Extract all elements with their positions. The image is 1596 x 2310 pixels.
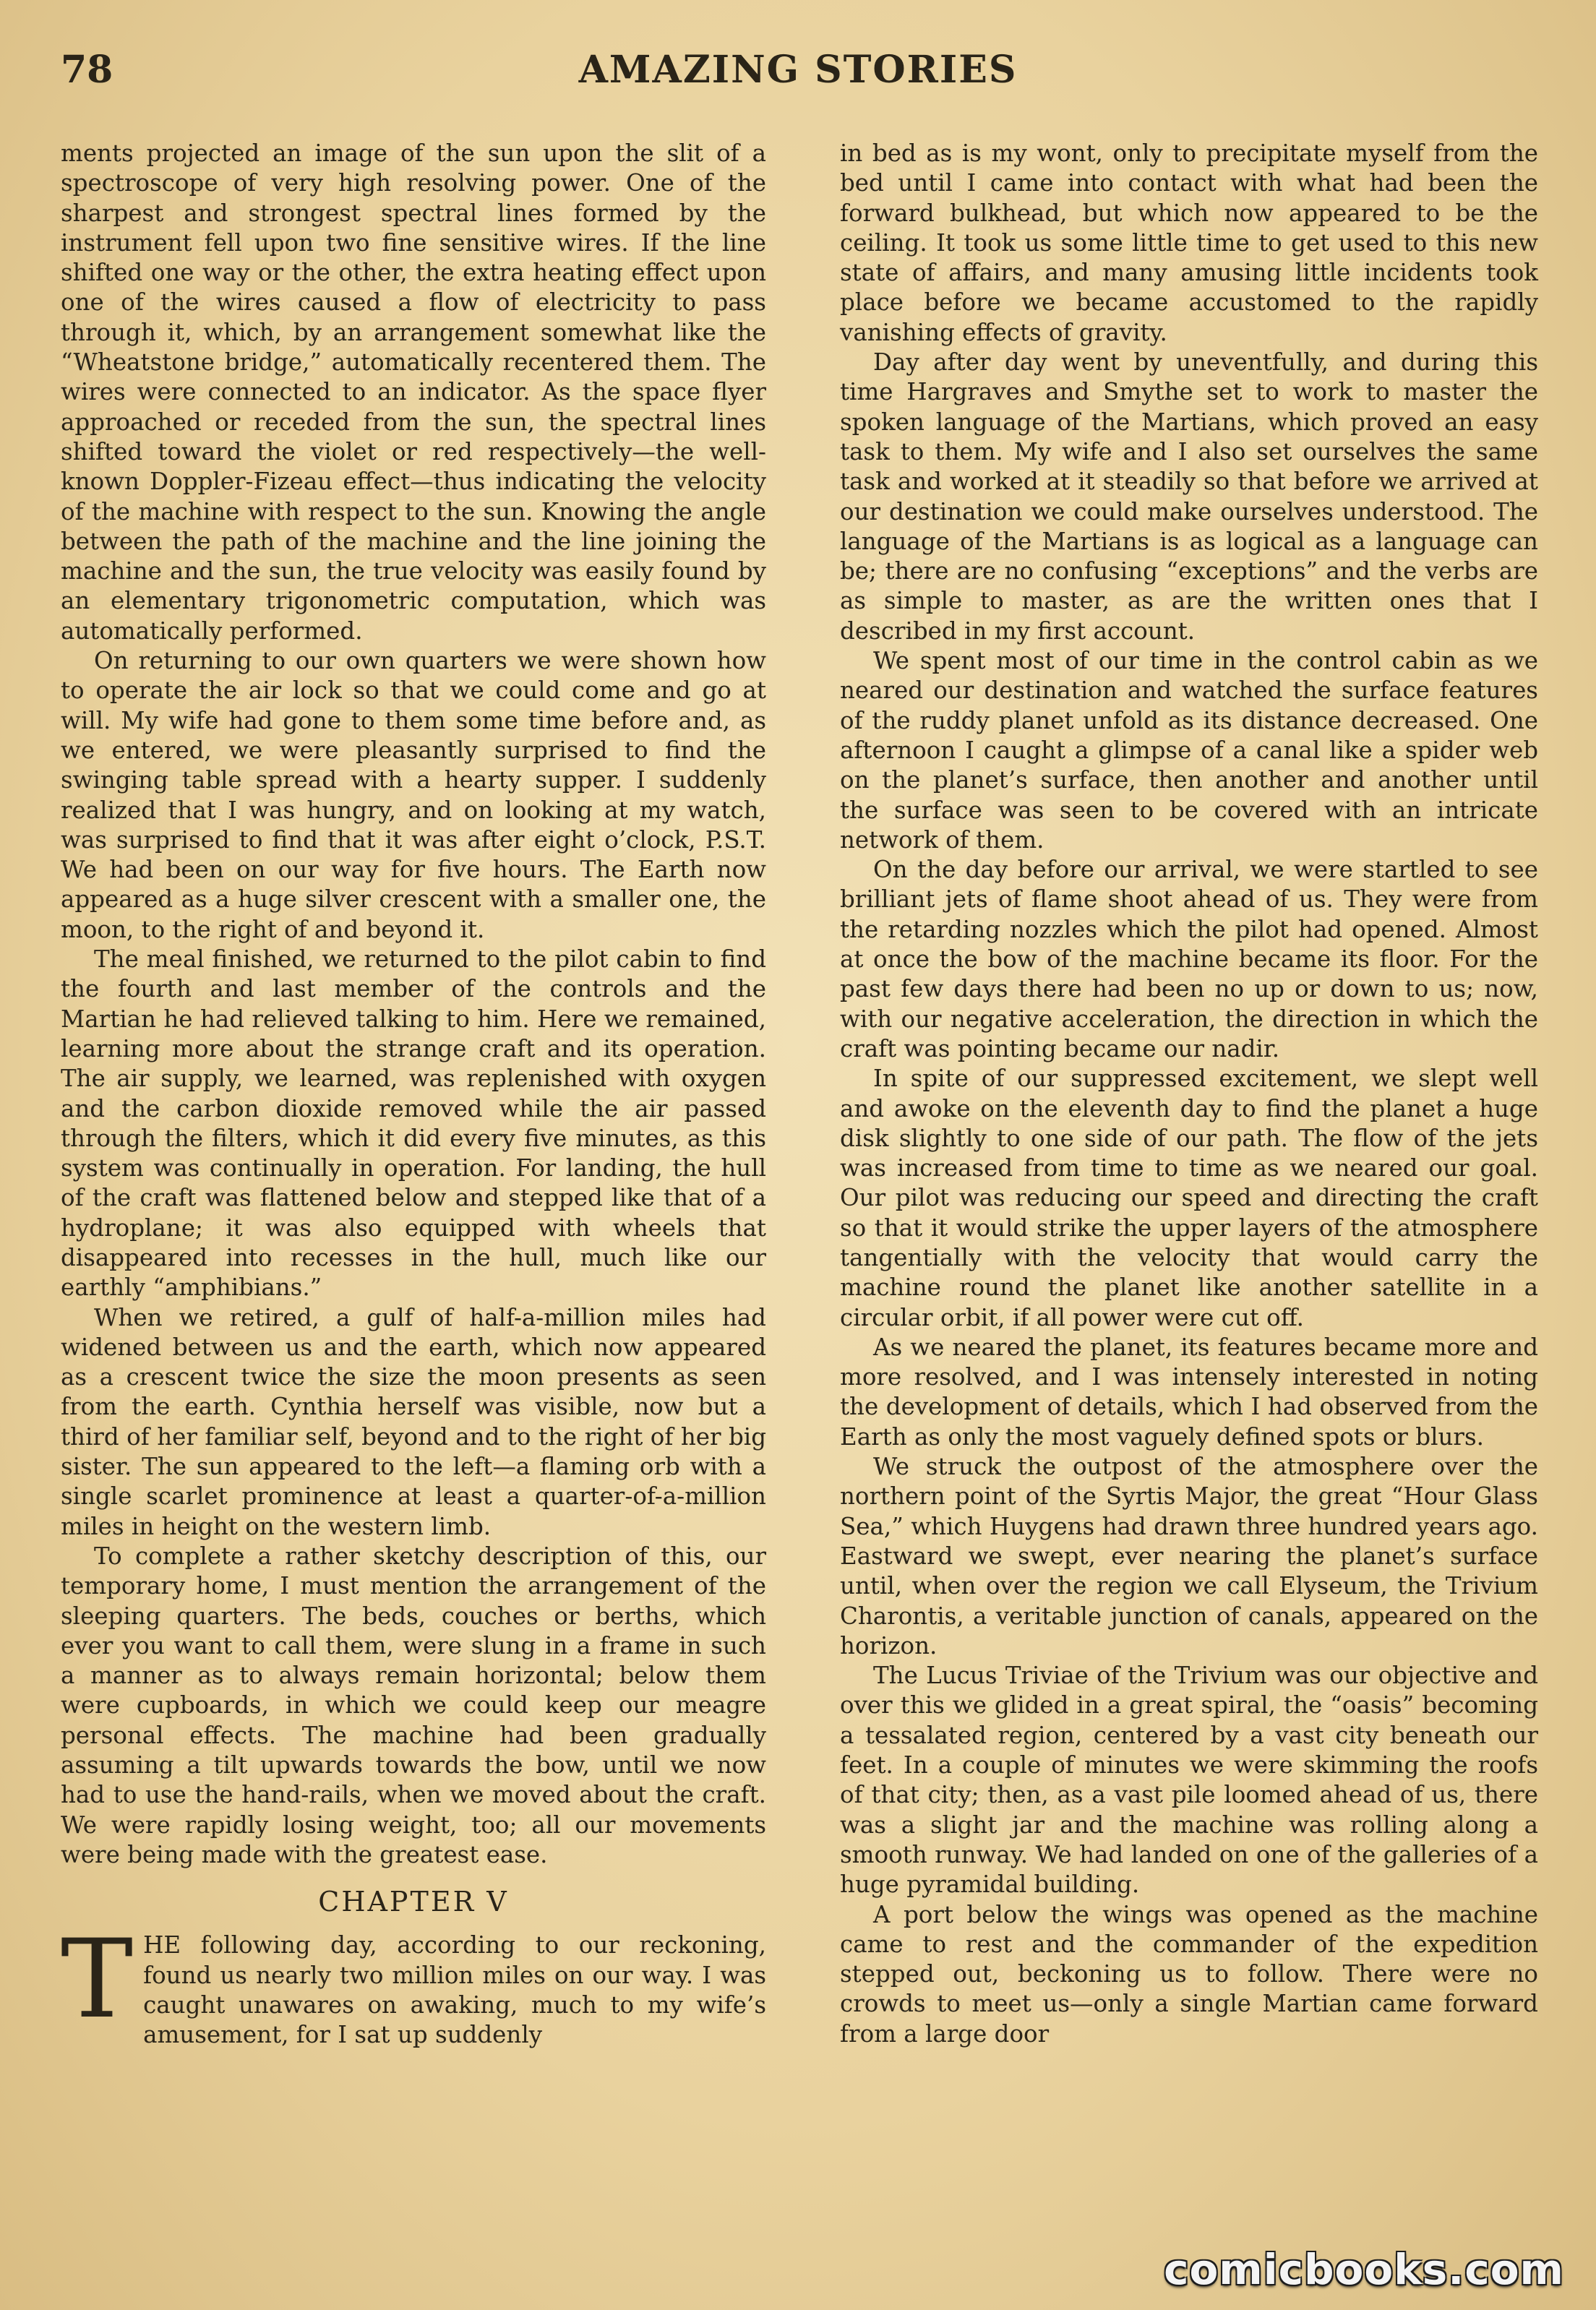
paragraph: As we neared the planet, its features became more and more resolved, and I was intensely interested in noting the development of details, which I had observed from the Earth as only the most vaguely defined spots or blurs.	[840, 1333, 1538, 1451]
paragraph: In spite of our suppressed excitement, we slept well and awoke on the eleventh day to find the planet a huge disk slightly to one side of our path. The flow of the jets was increased from time to time as we neared our goal. Our pilot was reducing our speed and directing the craft so that it would strike the upper layers of the atmosphere tangentially with the velocity that would carry the machine round the planet like another satellite in a circular orbit, if all power were cut off.	[840, 1065, 1538, 1331]
paragraph: ments projected an image of the sun upon the slit of a spectroscope of very high resolving power. One of the sharpest and strongest spectral lines formed by the instrument fell upon two fine sensitive wires. If the line shifted one way or the other, the extra heating effect upon one of the wires caused a flow of electricity to pass through it, which, by an arrangement somewhat like the “Wheatstone bridge,” automatically recentered them. The wires were connected to an indicator. As the space flyer approached or receded from the sun, the spectral lines shifted toward the violet or red respectively—the well-known Doppler-Fizeau effect—thus indicating the velocity of the machine with respect to the sun. Knowing the angle between the path of the machine and the line joining the machine and the sun, the true velocity was easily found by an elementary trigonometric computation, which was automatically performed.	[61, 139, 766, 645]
page-number: 78	[61, 48, 113, 92]
left-column	[61, 139, 766, 2050]
paragraph: When we retired, a gulf of half-a-million miles had widened between us and the earth, which now appeared as a crescent twice the size the moon presents as seen from the earth. Cynthia herself was visible, now but a third of her familiar self, beyond and to the right of her big sister. The sun appeared to the left—a flaming orb with a single scarlet prominence at least a quarter-of-a-million miles in height on the western limb.	[61, 1303, 766, 1540]
right-column	[840, 139, 1538, 2049]
paragraph: in bed as is my wont, only to precipitate myself from the bed until I came into contact with what had been the forward bulkhead, but which now appeared to be the ceiling. It took us some little time to get used to this new state of affairs, and many amusing little incidents took place before we became accustomed to the rapidly vanishing effects of gravity.	[840, 139, 1538, 346]
paragraph: The Lucus Triviae of the Trivium was our objective and over this we glided in a great spiral, the “oasis” becoming a tessalated region, centered by a vast city beneath our feet. In a couple of minutes we were skimming the roofs of that city; then, as a vast pile loomed ahead of us, there was a slight jar and the machine was rolling along a smooth runway. We had landed on one of the galleries of a huge pyramidal building.	[840, 1662, 1538, 1899]
paragraph: The meal finished, we returned to the pilot cabin to find the fourth and last member of the controls and the Martian he had relieved talking to him. Here we remained, learning more about the strange craft and its operation. The air supply, we learned, was replenished with oxygen and the carbon dioxide removed while the air passed through the filters, which it did every five minutes, as this system was continually in operation. For landing, the hull of the craft was flattened below and stepped like that of a hydroplane; it was also equipped with wheels that disappeared into recesses in the hull, much like our earthly “amphibians.”	[61, 945, 766, 1302]
paragraph: To complete a rather sketchy description of this, our temporary home, I must mention the arrangement of the sleeping quarters. The beds, couches or berths, which ever you want to call them, were slung in a frame in such a manner as to always remain horizontal; below them were cupboards, in which we could keep our meagre personal effects. The machine had been gradually assuming a tilt upwards towards the bow, until we now had to use the hand-rails, when we moved about the craft. We were rapidly losing weight, too; all our movements were being made with the greatest ease.	[61, 1542, 766, 1868]
watermark: comicbooks.com	[1164, 2245, 1564, 2294]
drop-cap: T	[61, 1917, 134, 2043]
chapter-opening-paragraph	[61, 1917, 766, 2050]
paragraph: On the day before our arrival, we were startled to see brilliant jets of flame shoot ahead of us. They were from the retarding nozzles which the pilot had opened. Almost at once the bow of the machine became its floor. For the past few days there had been no up or down to us; now, with our negative acceleration, the direction in which the craft was pointing became our nadir.	[840, 856, 1538, 1062]
chapter-opening-text: HE following day, according to our reckoning, found us nearly two million miles on our way. I was caught unawares on awaking, much to my wife’s amusement, for I sat up suddenly	[143, 1931, 766, 2049]
paragraph: On returning to our own quarters we were shown how to operate the air lock so that we could come and go at will. My wife had gone to them some time before and, as we entered, we were pleasantly surprised to find the swinging table spread with a hearty supper. I suddenly realized that I was hungry, and on looking at my watch, was surprised to find that it was after eight o’clock, P.S.T. We had been on our way for five hours. The Earth now appeared as a huge silver crescent with a smaller one, the moon, to the right of and beyond it.	[61, 647, 766, 943]
paragraph: A port below the wings was opened as the machine came to rest and the commander of the expedition stepped out, beckoning us to follow. There were no crowds to meet us—only a single Martian came forward from a large door	[840, 1900, 1538, 2048]
running-title: AMAZING STORIES	[578, 48, 1018, 92]
paragraph: We spent most of our time in the control cabin as we neared our destination and watched the surface features of the ruddy planet unfold as its distance decreased. One afternoon I caught a glimpse of a canal like a spider web on the planet’s surface, then another and another until the surface was seen to be covered with an intricate network of them.	[840, 647, 1538, 854]
paragraph: We struck the outpost of the atmosphere over the northern point of the Syrtis Major, the great “Hour Glass Sea,” which Huygens had drawn three hundred years ago. Eastward we swept, ever nearing the planet’s surface until, when over the region we call Elyseum, the Trivium Charontis, a veritable junction of canals, appeared on the horizon.	[840, 1453, 1538, 1659]
page-header	[0, 43, 1596, 101]
chapter-heading: CHAPTER V	[318, 1886, 509, 1918]
paragraph: Day after day went by uneventfully, and during this time Hargraves and Smythe set to work to master the spoken language of the Martians, which proved an easy task to them. My wife and I also set ourselves the same task and worked at it steadily so that before we arrived at our destination we could make ourselves understood. The language of the Martians is as logical as a language can be; there are no confusing “exceptions” and the verbs are as simple to master, as are the written ones that I described in my first account.	[840, 348, 1538, 645]
